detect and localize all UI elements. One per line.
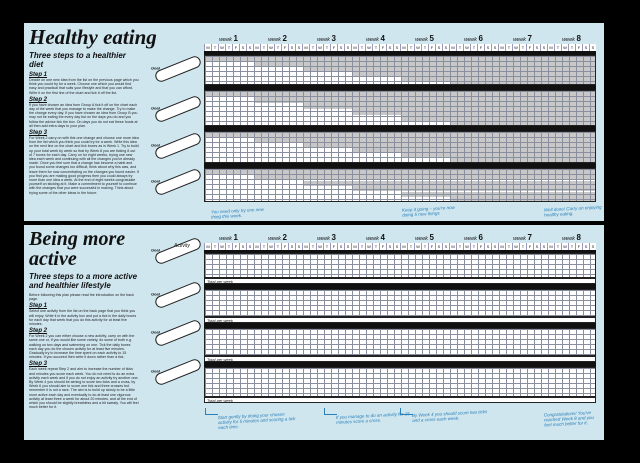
day-letter: S bbox=[337, 44, 344, 51]
day-letter: T bbox=[407, 243, 414, 250]
week-3-header: week 3 bbox=[317, 233, 336, 242]
day-letter: W bbox=[316, 44, 323, 51]
day-letter: F bbox=[330, 44, 337, 51]
day-letter: S bbox=[435, 243, 442, 250]
healthy-eating-panel bbox=[24, 23, 604, 221]
total-per-week-row-3: Total per week bbox=[204, 356, 596, 362]
goal-label: Goal bbox=[150, 368, 160, 374]
being-active-title: Being more active bbox=[29, 228, 126, 270]
active-step-1-label: Step 1 bbox=[29, 303, 48, 310]
day-letter: S bbox=[435, 44, 442, 51]
week-5-header: week 5 bbox=[415, 233, 434, 242]
day-letter: W bbox=[218, 243, 225, 250]
day-letter: F bbox=[232, 44, 239, 51]
day-letter: T bbox=[470, 243, 477, 250]
week-6-header: week 6 bbox=[464, 34, 483, 43]
day-letter: T bbox=[309, 44, 316, 51]
day-letter: S bbox=[295, 243, 302, 250]
day-letter: S bbox=[288, 44, 295, 51]
day-letter: T bbox=[372, 243, 379, 250]
day-letter: T bbox=[554, 44, 561, 51]
day-letter: W bbox=[414, 44, 421, 51]
week-4-header: week 4 bbox=[366, 233, 385, 242]
activity-column-label: Activity bbox=[174, 243, 190, 249]
day-letter: W bbox=[218, 44, 225, 51]
being-active-intro: Before following this plan please read the introduction on the back page. bbox=[29, 293, 134, 302]
week-8-header: week 8 bbox=[562, 233, 581, 242]
week-8-header: week 8 bbox=[562, 34, 581, 43]
activity-rows-group-3 bbox=[204, 328, 596, 356]
day-letter: F bbox=[477, 243, 484, 250]
day-letter: S bbox=[344, 44, 351, 51]
day-letter: F bbox=[379, 44, 386, 51]
day-letter: T bbox=[568, 44, 575, 51]
goal-label: Goal bbox=[150, 105, 160, 111]
day-letter: T bbox=[323, 243, 330, 250]
day-letter: W bbox=[463, 243, 470, 250]
week-7-header: week 7 bbox=[513, 34, 532, 43]
goal-label: Goal bbox=[150, 329, 160, 335]
day-letter: T bbox=[260, 44, 267, 51]
day-letter: T bbox=[225, 44, 232, 51]
day-letter: S bbox=[540, 243, 547, 250]
active-step-3-text: Each week repeat Step 2 and aim to increase the number of ticks and minutes you score each week. You do not need to do an extra activity each week and if you do not enjoy an activity try another one. By Week 4 you should be aiming to score two ticks and a cross, by Week 6 you should aim to score one tick and three crosses but remember it is not a race. The aim is to build up slowly to be a little more active each day and eventually to do at least one vigorous activity at least three a week for about 20 minutes, and at the end of which you should be slightly breathless and a bit sweaty. You will feel much better for it. bbox=[29, 367, 139, 410]
week-1-header: week 1 bbox=[219, 34, 238, 43]
day-letter: M bbox=[253, 44, 260, 51]
active-step-1-block bbox=[29, 303, 202, 326]
week-6-header: week 6 bbox=[464, 233, 483, 242]
day-letter: M bbox=[400, 44, 407, 51]
day-letter: T bbox=[421, 44, 428, 51]
step-2-text: If you have chosen an idea from Group A tick it off on the chart each day of the week that you manage to make the change. Try to make the change every day. If you have chosen an idea from Group B you may not be eating the every day but on the days you do and you follow the advice tick the box. On days you do not eat these foods at all then add extra days to your plan. bbox=[29, 102, 138, 128]
day-letter: T bbox=[358, 243, 365, 250]
week-header bbox=[204, 233, 596, 243]
goal-label: Goal bbox=[150, 142, 160, 148]
day-letter: T bbox=[568, 243, 575, 250]
note-week-5: Keep it going – you're now doing 5 new things bbox=[401, 204, 455, 218]
day-letter: W bbox=[267, 44, 274, 51]
week-3-header: week 3 bbox=[317, 34, 336, 43]
activity-rows-group-4 bbox=[204, 367, 596, 397]
day-letter: F bbox=[477, 44, 484, 51]
day-letter: W bbox=[561, 243, 568, 250]
goal-label: Goal bbox=[150, 247, 160, 253]
week-4-header: week 4 bbox=[366, 34, 385, 43]
day-letter: S bbox=[386, 243, 393, 250]
day-letter: F bbox=[232, 243, 239, 250]
day-letter: T bbox=[372, 44, 379, 51]
day-letter: W bbox=[463, 44, 470, 51]
total-per-week-row-4: Total per week bbox=[204, 397, 596, 403]
week-header bbox=[204, 34, 596, 44]
day-letter: M bbox=[351, 243, 358, 250]
healthy-eating-instructions bbox=[24, 23, 202, 221]
day-letter: F bbox=[428, 243, 435, 250]
day-letter: M bbox=[204, 44, 211, 51]
day-letter: T bbox=[554, 243, 561, 250]
day-letter: W bbox=[512, 44, 519, 51]
day-letter: F bbox=[379, 243, 386, 250]
day-letter: M bbox=[498, 44, 505, 51]
day-letter: S bbox=[582, 44, 589, 51]
week-5-header: week 5 bbox=[415, 34, 434, 43]
week-7-header: week 7 bbox=[513, 233, 532, 242]
day-letter: T bbox=[470, 44, 477, 51]
day-letter: W bbox=[365, 243, 372, 250]
day-letter: T bbox=[225, 243, 232, 250]
day-letter: M bbox=[547, 243, 554, 250]
day-letter: S bbox=[540, 44, 547, 51]
goal-label: Goal bbox=[150, 178, 160, 184]
active-step-3-label: Step 3 bbox=[29, 361, 48, 368]
day-letter: S bbox=[239, 243, 246, 250]
day-letter: T bbox=[519, 44, 526, 51]
day-letter: M bbox=[204, 243, 211, 250]
step-1-label: Step 1 bbox=[29, 72, 48, 78]
healthy-eating-subtitle: Three steps to a healthier diet bbox=[29, 51, 126, 69]
day-letter: T bbox=[505, 44, 512, 51]
day-letter: T bbox=[407, 44, 414, 51]
day-letters-row bbox=[204, 243, 596, 250]
day-letter: F bbox=[575, 243, 582, 250]
activity-rows-group-2 bbox=[204, 289, 596, 317]
week-2-header: week 2 bbox=[268, 34, 287, 43]
day-letter: M bbox=[449, 44, 456, 51]
note-active-week-5: By Week 4 you should score two ticks and a cross each week. bbox=[411, 409, 488, 423]
day-letter: F bbox=[428, 44, 435, 51]
total-per-week-row-2: Total per week bbox=[204, 317, 596, 323]
day-letter: F bbox=[281, 243, 288, 250]
day-letter: F bbox=[575, 44, 582, 51]
day-letter: M bbox=[400, 243, 407, 250]
day-letter: W bbox=[365, 44, 372, 51]
day-letter: M bbox=[498, 243, 505, 250]
day-letter: S bbox=[589, 243, 596, 250]
total-per-week-row-1: Total per week bbox=[204, 278, 596, 284]
day-letter: F bbox=[526, 44, 533, 51]
day-letter: S bbox=[246, 243, 253, 250]
day-letter: T bbox=[519, 243, 526, 250]
day-letter: T bbox=[456, 44, 463, 51]
day-letter: S bbox=[393, 243, 400, 250]
day-letter: S bbox=[491, 243, 498, 250]
day-letter: T bbox=[505, 243, 512, 250]
day-letter: S bbox=[246, 44, 253, 51]
chart-rows-group-1 bbox=[204, 55, 596, 85]
day-letter: W bbox=[267, 243, 274, 250]
day-letter: S bbox=[386, 44, 393, 51]
step-2-label: Step 2 bbox=[29, 96, 48, 103]
day-letter: S bbox=[582, 243, 589, 250]
day-letter: S bbox=[337, 243, 344, 250]
day-letter: S bbox=[533, 44, 540, 51]
week-1-header: week 1 bbox=[219, 233, 238, 242]
day-letter: T bbox=[274, 243, 281, 250]
day-letter: T bbox=[323, 44, 330, 51]
day-letter: T bbox=[260, 243, 267, 250]
note-active-week-1: Start gently by doing your chosen activity for 5 minutes and scoring a tick each time. bbox=[217, 411, 296, 431]
healthy-eating-title: Healthy eating bbox=[29, 25, 157, 49]
day-letter: F bbox=[281, 44, 288, 51]
step-3-label: Step 3 bbox=[29, 130, 48, 137]
step-1-text: Decide on one new idea from the list on the previous page which you think you could try for a week. Choose one which you would find easy and practical that suits your lifestyle and that you can afford. Write it on the first line of the chart and tick it off the list. bbox=[29, 78, 139, 95]
active-step-1-text: Select one activity from the list on the back page that you think you will enjoy. Write it in the activity box and put a tick in the daily boxes for each day that week that you do this activity for at least five minutes. bbox=[29, 309, 137, 327]
day-letter: S bbox=[484, 44, 491, 51]
active-step-2-text: For Week 2 you can either choose a new activity, carry on with the same one or, if you would like some variety, do some of both e.g. walking on two days and swimming on one. Tick the daily boxes each day you do the chosen activity for at least five minutes. Gradually try to increase the time spent on each activity to 15 minutes. If you succeed then write it down rather than a tick. bbox=[29, 334, 135, 360]
day-letter: M bbox=[302, 243, 309, 250]
day-letter: S bbox=[491, 44, 498, 51]
day-letter: F bbox=[526, 243, 533, 250]
goal-label: Goal bbox=[150, 291, 160, 297]
chart-rows-group-3 bbox=[204, 131, 596, 163]
day-letter: S bbox=[295, 44, 302, 51]
day-letter: T bbox=[211, 243, 218, 250]
day-letter: M bbox=[302, 44, 309, 51]
day-letter: M bbox=[449, 243, 456, 250]
chart-rows-group-2 bbox=[204, 90, 596, 126]
day-letter: S bbox=[484, 243, 491, 250]
day-letter: M bbox=[547, 44, 554, 51]
day-letter: S bbox=[393, 44, 400, 51]
day-letter: W bbox=[561, 44, 568, 51]
day-letter: W bbox=[414, 243, 421, 250]
day-letter: S bbox=[589, 44, 596, 51]
activity-rows-group-1 bbox=[204, 253, 596, 278]
day-letter: T bbox=[421, 243, 428, 250]
day-letter: S bbox=[442, 243, 449, 250]
step-3-text: For Week 2 carry on with this one change and choose one more idea from the list which you think you could try for a week. Write this idea on the next line on the chart and tick boxes as in Week 1. Try to build up your total week by week so that by Week 8 you are ticking 8 out of 7 boxes for each day. Carry on for eight weeks, trying one new idea each week and continuing with all the changes you've already made. Once you feel sure that a change has become a habit and you found some changes too difficult, think about why this was, and leave them for now concentrating on the changes you found easier. If you find you are making good progress then you could always try more than one idea a week. At the end of eight weeks congratulate yourself on sticking at it. Make a commitment to yourself to continue with the changes that you were successful in making. Think about trying some of the other ideas in the future. bbox=[29, 136, 139, 195]
day-letter: F bbox=[330, 243, 337, 250]
day-letter: S bbox=[442, 44, 449, 51]
day-letter: T bbox=[211, 44, 218, 51]
being-active-panel bbox=[24, 225, 604, 440]
active-step-2-label: Step 2 bbox=[29, 328, 48, 335]
day-letter: T bbox=[309, 243, 316, 250]
note-week-1: You need only try one new thing this week. bbox=[210, 206, 265, 220]
arrow-icon bbox=[205, 408, 218, 415]
note-week-8: Well done! Carry on enjoying healthy eating. bbox=[543, 204, 602, 218]
week-2-header: week 2 bbox=[268, 233, 287, 242]
day-letter: T bbox=[456, 243, 463, 250]
note-active-week-3: If you manage to do an activity for 15 minutes score a cross. bbox=[335, 411, 410, 425]
day-letter: M bbox=[253, 243, 260, 250]
day-letter: S bbox=[239, 44, 246, 51]
day-letter: S bbox=[533, 243, 540, 250]
day-letter: S bbox=[288, 243, 295, 250]
note-active-week-8: Congratulations! You've reached Week 8 and you feel much better for it. bbox=[543, 410, 595, 428]
goal-label: Goal bbox=[150, 65, 160, 71]
day-letter: T bbox=[274, 44, 281, 51]
chart-rows-group-4 bbox=[204, 168, 596, 202]
day-letter: T bbox=[358, 44, 365, 51]
day-letter: W bbox=[316, 243, 323, 250]
day-letter: S bbox=[344, 243, 351, 250]
day-letter: M bbox=[351, 44, 358, 51]
day-letter: W bbox=[512, 243, 519, 250]
day-letters-row bbox=[204, 44, 596, 51]
being-active-subtitle: Three steps to a more active and healthier lifestyle bbox=[29, 272, 138, 290]
